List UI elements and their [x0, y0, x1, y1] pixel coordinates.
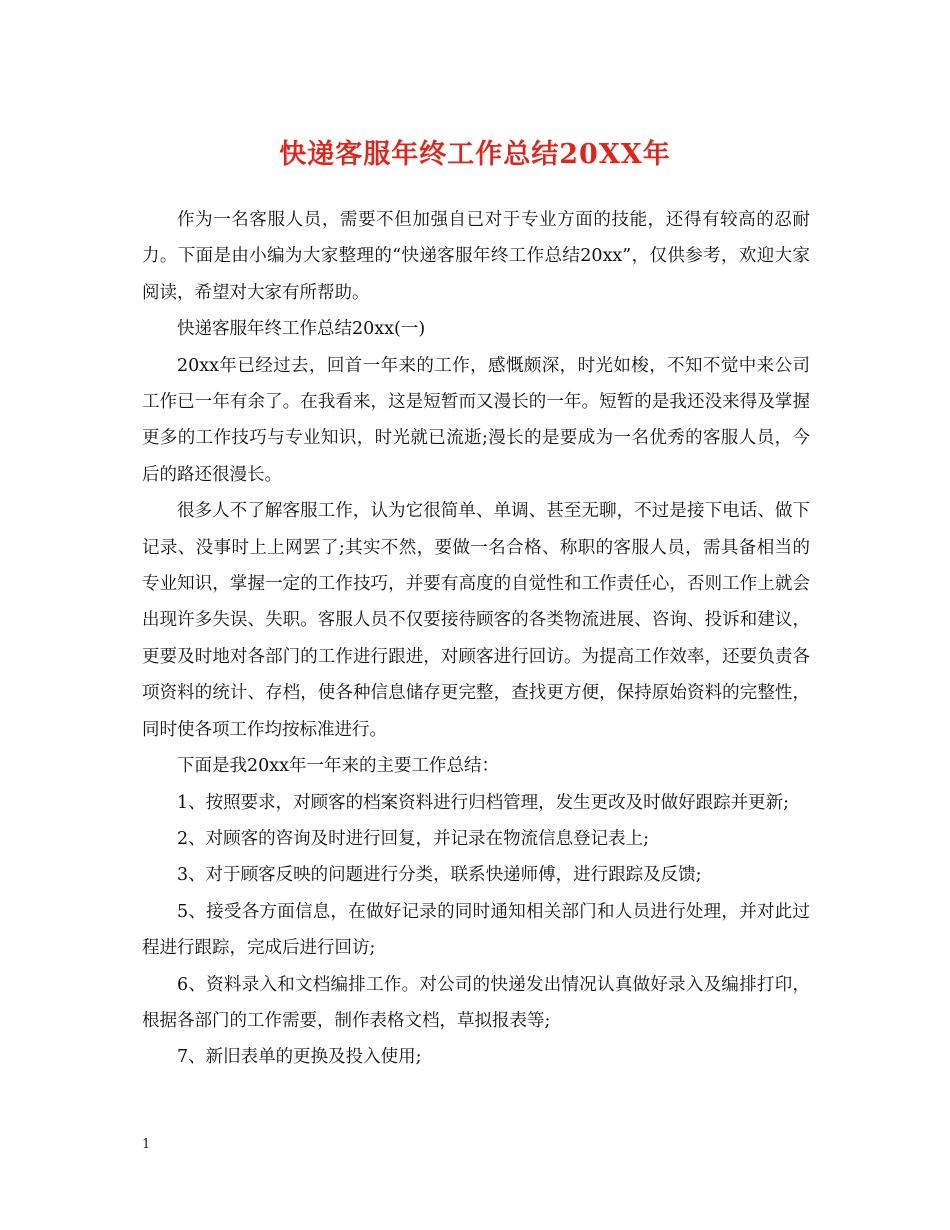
list-item: 3、对于顾客反映的问题进行分类，联系快递师傅，进行跟踪及反馈;: [177, 865, 702, 886]
body-paragraph: 很多人不了解客服工作，认为它很简单、单调、甚至无聊，不过是接下电话、做下记录、没事时上上网罢了;其实不然，要做一名合格、称职的客服人员，需具备相当的专业知识，掌握一定的工作技巧，并要有高度的自觉性和工作责任心，否则工作上就会出现许多失误、失职。客服人员不仅要接待顾客的各类物流进展、咨询、投诉和建议，更要及时地对各部门的工作进行跟进，对顾客进行回访。为提高工作效率，还要负责各项资料的统计、存档，使各种信息储存更完整，查找更方便，保持原始资料的完整性，同时使各项工作均按标准进行。: [142, 501, 810, 740]
body-paragraph: 20xx年已经过去，回首一年来的工作，感慨颇深，时光如梭，不知不觉中来公司工作已一年有余了。在我看来，这是短暂而又漫长的一年。短暂的是我还没来得及掌握更多的工作技巧与专业知识，时光就已流逝;漫长的是要成为一名优秀的客服人员，今后的路还很漫长。: [142, 355, 810, 485]
list-item: 2、对顾客的咨询及时进行回复，并记录在物流信息登记表上;: [177, 828, 650, 849]
section-heading: 快递客服年终工作总结20xx(一): [177, 319, 426, 340]
list-item: 1、按照要求，对顾客的档案资料进行归档管理，发生更改及时做好跟踪并更新;: [177, 792, 790, 813]
document-body: [142, 202, 810, 1076]
list-item: 7、新旧表单的更换及投入使用;: [177, 1047, 422, 1068]
list-item: 5、接受各方面信息，在做好记录的同时通知相关部门和人员进行处理，并对此过程进行跟踪，完成后进行回访;: [142, 901, 810, 959]
page-number: 1: [142, 1137, 151, 1152]
document-title: 快递客服年终工作总结20XX年: [279, 139, 671, 170]
intro-paragraph: 作为一名客服人员，需要不但加强自已对于专业方面的技能，还得有较高的忍耐力。下面是由小编为大家整理的“快递客服年终工作总结20xx”，仅供参考，欢迎大家阅读，希望对大家有所帮助。: [142, 210, 810, 303]
summary-intro: 下面是我20xx年一年来的主要工作总结：: [177, 756, 500, 777]
list-item: 6、资料录入和文档编排工作。对公司的快递发出情况认真做好录入及编排打印，根据各部门的工作需要，制作表格文档，草拟报表等;: [142, 974, 810, 1031]
